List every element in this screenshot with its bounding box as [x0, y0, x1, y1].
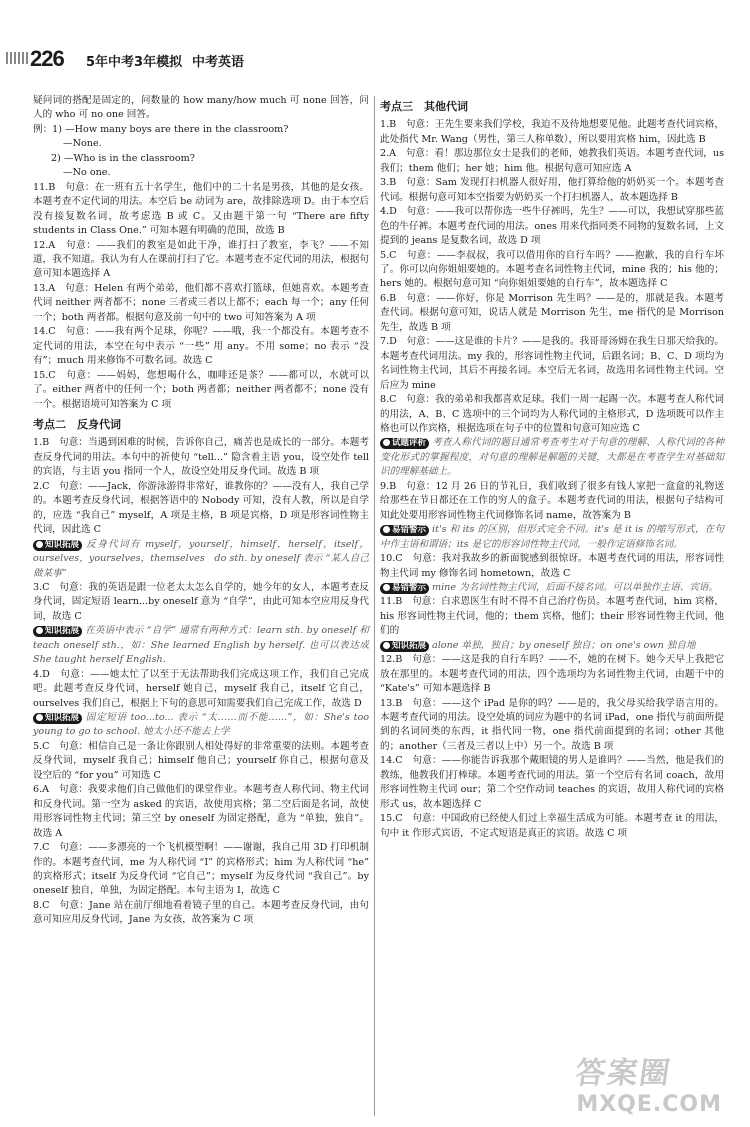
answer-paragraph: —No one. — [63, 167, 111, 179]
tip-label-text: 易错警示 — [392, 525, 427, 536]
section-heading: 考点二 反身代词 — [33, 417, 121, 431]
book-title: 5年中考3年模拟 — [86, 55, 183, 70]
tip-label — [380, 438, 429, 449]
answer-paragraph: 5.C 句意：——李叔叔，我可以借用你的自行车吗？——抱歉，我的自行车坏了。你可以向你姐姐要她的。本题考查名词性物主代词，mine 我的；his 他的；hers 她的。根据句意可知 “向你姐姐要她的自行车”，故本题选择 C — [380, 249, 724, 290]
answer-paragraph: 9.B 句意：12 月 26 日的节礼日，我们收到了很多有钱人家把一盒盒的礼物送给那些在节日都还在工作的穷人的盒子。本题考查代词的用法，根据句子结构可知此处要用形容词性物主代词修饰名词 name，故答案为 B — [380, 480, 724, 521]
answer-paragraph: 11.B 句意：在一班有五十名学生，他们中的二十名是男孩，其他的是女孩。本题考查不定代词的用法。本空后 be 动词为 are，故排除选项 D。由于本空后没有接复数名词，故考虑选 B 或 C。又由题干第一句 “There are fifty students in Class One.” 可知本题有明确的范围，故选 B — [33, 181, 369, 237]
answer-paragraph: 12.A 句意：——我们的教室是如此干净，谁打扫了教室，李飞？——不知道，我不知道。我认为有人在课前打扫了它。本题考查不定代词的用法，根据句意可知本题选择 A — [33, 239, 369, 280]
answer-paragraph: 13.B 句意：——这个 iPad 是你的吗？——是的，我父母买给我学语言用的。本题考查代词的用法。设空处填的词应为题中的名词 iPad，one 指代与前面所提到的名词同类的东西，it 指代同一物，one 指代前面提到的名词；other 其他的；another（三者及三者以上中）另一个。故选 B 项 — [380, 697, 724, 752]
tip-text: it's 和 its 的区别，但形式完全不同。it's 是 it is 的缩写形式，在句中作主语和谓语；its 是它的形容词性物主代词，一般作定语修饰名词。 — [380, 524, 724, 550]
tip-box — [380, 639, 724, 653]
tip-label-text: 知识拓展 — [45, 713, 80, 724]
answer-paragraph: 1.B 句意：当遇到困难的时候，告诉你自己，痛苦也是成长的一部分。本题考查反身代词的用法。本句中的祈使句 “tell...” 隐含着主语 you，设空处作 tell 的宾语，与主语 you 指同一个人，故设空处用反身代词。故选 B 项 — [33, 437, 369, 478]
answer-paragraph: 14.C 句意：——我有两个足球，你呢？——哦，我一个都没有。本题考查不定代词的用法，本空在句中表示 “一些” 用 any。不用 some；no 表示 “没有”；much 用来修饰不可数名词。故选 C — [33, 326, 369, 367]
answer-paragraph: 13.A 句意：Helen 有两个弟弟，他们都不喜欢打篮球，但她喜欢。本题考查代词 neither 两者都不；none 三者或三者以上都不；each 每一个；any 任何一个；both 两者都。根据句意及前一句中的 two 可知答案为 A 项 — [33, 282, 369, 323]
answer-paragraph: —None. — [63, 138, 102, 150]
answer-paragraph: 8.C 句意：我的弟弟和我都喜欢足球。我们一周一起踢一次。本题考查人称代词的用法，A、B、C 选项中的三个词均为人称代词的主格形式，D 选项既可以作主格也可以作宾格，根据选项在句子中的位置和句意可知应选 C — [380, 394, 724, 434]
tip-box — [380, 581, 724, 595]
answer-paragraph: 8.C 句意：Jane 站在前厅细地看着镜子里的自己。本题考查反身代词，由句意可知应用反身代词，Jane 为女孩，故答案为 C 项 — [33, 899, 369, 926]
tip-box — [33, 538, 369, 581]
tip-label-text: 知识拓展 — [45, 539, 80, 550]
answer-paragraph: 15.C 句意：——妈妈，您想喝什么，咖啡还是茶？——都可以，水就可以了。either 两者中的任何一个；both 两者都；neither 两者都不；none 没有一个。根据语境可知答案为 C 项 — [33, 369, 369, 410]
answer-paragraph: 10.C 句意：我对我故乡的新面貌感到很惊讶。本题考查代词的用法，形容词性物主代词 my 修饰名词 hometown，故选 C — [380, 553, 724, 579]
answer-paragraph: 7.C 句意：——多漂亮的一个飞机模型啊！——谢谢，我自己用 3D 打印机制作的。本题考查代词，me 为人称代词 “I” 的宾格形式；him 为人称代词 “he” 的宾格形式；itself 为反身代词 “它自己”；myself 为反身代词 “我自己”。by oneself 独自，单独，为固定搭配。本句主语为 I，故选 C — [33, 842, 369, 897]
watermark-url: MXQE.COM — [576, 1092, 722, 1117]
tip-text: mine 为名词性物主代词，后面不接名词。可以单独作主语、宾语。 — [432, 581, 719, 593]
tip-label-text: 知识拓展 — [392, 640, 427, 651]
watermark — [573, 1048, 722, 1117]
answer-paragraph: 2.C 句意：——Jack，你游泳游得非常好，谁教你的？——没有人，我自己学的。本题考查反身代词，根据答语中的 Nobody 可知，没有人教，所以是自学的，应选 “我自己” myself，A 项是主格，B 项是宾格，D 项是形容词性物主代词，因此选 C — [33, 480, 369, 536]
answer-paragraph: 14.C 句意：——你能告诉我那个戴眼镜的男人是谁吗？——当然，他是我们的教练，他教我们打棒球。本题考查代词的用法。第一个空后有名词 coach，故用形容词性物主代词 our；第二个空作动词 teaches 的宾语，故用人称代词的宾格形式 us，故本题选择 C — [380, 755, 724, 810]
answer-paragraph: 7.D 句意：——这是谁的卡片？——是我的。我哥哥汤姆在我生日那天给我的。本题考查代词用法。my 我的，形容词性物主代词，后跟名词；B、C、D 项均为名词性物主代词，其后不再接名词。本空后无名词，故选用名词性物主代词。空后应为 mine — [380, 336, 724, 391]
tip-text: 反身代词有 myself，yourself，himself，herself，itself，ourselves，yourselves，themselves do sth. by oneself 表示 “某人自己做某事” — [33, 538, 369, 579]
header-decoration — [6, 52, 28, 64]
tip-bullet-icon — [36, 541, 43, 548]
book-subject: 中考英语 — [192, 55, 245, 70]
tip-bullet-icon — [36, 627, 43, 634]
answer-paragraph: 2) —Who is in the classroom? — [51, 152, 195, 164]
tip-label — [380, 641, 429, 652]
tip-label — [380, 525, 429, 536]
tip-bullet-icon — [383, 439, 390, 446]
answer-paragraph: 3.C 句意：我的英语是跟一位老太太怎么自学的，她今年的女人，本题考查反身代词，固定短语 learn...by oneself 意为 “自学”，由此可知本空应用反身代词，故选 C — [33, 581, 369, 622]
tip-box — [380, 523, 724, 552]
watermark-logo-text: 答案圈 — [573, 1056, 675, 1091]
right-column — [380, 94, 724, 841]
section-heading: 考点三 其他代词 — [380, 100, 468, 113]
tip-label — [33, 713, 82, 724]
answer-paragraph: 6.A 句意：我要求他们自己做他们的课堂作业。本题考查人称代词、物主代词和反身代词。第一空为 asked 的宾语，故使用宾格；第二空后面是名词，故使用形容词性物主代词；第三空 by oneself 为固定搭配，意为 “单独，独自”。故选 A — [33, 784, 369, 839]
column-divider — [374, 96, 375, 1116]
answer-paragraph: 11.B 句意：白求恩医生有时不得不自己治疗伤员。本题考查代词，him 宾格，his 形容词性物主代词，他的；them 宾格，他们；their 形容词性物主代词，他们的 — [380, 596, 724, 637]
tip-bullet-icon — [383, 584, 390, 591]
answer-paragraph: 15.C 句意：中国政府已经使人们过上幸福生活成为可能。本题考查 it 的用法，句中 it 作形式宾语，不定式短语是真正的宾语。故选 C 项 — [380, 813, 724, 839]
tip-text: 考查人称代词的题目通常考查考生对于句意的理解、人称代词的各种变化形式的掌握程度，对句意的理解是解题的关键，大都是在考查学生对基础知识的理解基础上。 — [380, 437, 724, 478]
tip-bullet-icon — [383, 526, 390, 533]
tip-label-text: 知识拓展 — [45, 626, 80, 637]
tip-box — [33, 711, 369, 740]
tip-text: 在英语中表示 “自学” 通常有两种方式：learn sth. by oneself 和 teach oneself sth.，如：She learned English by herself. 也可以表达成 She taught herself English. — [33, 625, 369, 666]
page-header — [0, 0, 750, 96]
tip-label-text: 试题评析 — [392, 438, 427, 449]
tip-label — [33, 626, 82, 637]
answer-paragraph: 4.D 句意：——她太忙了以至于无法帮助我们完成这项工作，我们自己完成吧。此题考查反身代词，herself 她自己，myself 我自己，itself 它自己，ourselves 我们自己，根据上下句的意思可知需要我们自己完成工作，故选 D — [33, 668, 369, 709]
tip-label-text: 易错警示 — [392, 582, 427, 593]
tip-bullet-icon — [383, 642, 390, 649]
answer-paragraph: 5.C 句意：相信自己是一条让你跟别人相处得好的非常重要的法则。本题考查反身代词，myself 我自己；himself 他自己；yourself 你自己，根据句意及设空后的 “for you” 可知选 C — [33, 740, 369, 781]
left-column — [33, 94, 369, 928]
answer-paragraph: 12.B 句意：——这是我的自行车吗？——不，她的在树下。她今天早上我把它放在那里的。本题考查代词的用法，四个选项均为名词性物主代词，由题干中的 “Kate's” 可知本题选择 B — [380, 654, 724, 695]
tip-box — [380, 436, 724, 479]
answer-paragraph: 2.A 句意：看！那边那位女士是我们的老师，她教我们英语。本题考查代词，us 我们；them 他们；her 她；him 他。根据句意可知应选 A — [380, 148, 724, 174]
tip-label — [33, 540, 82, 551]
answer-paragraph: 4.D 句意：——我可以帮你选一些牛仔裤吗，先生？——可以，我想试穿那些蓝色的牛仔裤。本题考查代词的用法。ones 用来代指同类不同物的复数名词，上文提到的 jeans 是复数名词，故选 D 项 — [380, 206, 724, 247]
tip-bullet-icon — [36, 714, 43, 721]
answer-paragraph: 3.B 句意：Sam 发现打扫机器人很好用，他打算给他的奶奶买一个。本题考查代词。根据句意可知本空指要为奶奶买一个打扫机器人，故本题选择 B — [380, 177, 724, 203]
answer-paragraph: 例：1) —How many boys are there in the classroom? — [33, 123, 289, 135]
tip-text: 固定短语 too...to... 表示 “太……而不能……”，如：She's too young to go to school. 她太小还不能去上学 — [33, 712, 369, 738]
answer-paragraph: 1.B 句意：王先生要来我们学校，我迫不及待地想要见他。此题考查代词宾格，此处指代 Mr. Wang（男性，第三人称单数），所以要用宾格 him，因此选 B — [380, 119, 724, 145]
tip-text: alone 单独，独自；by oneself 独自；on one's own 独自地 — [432, 639, 696, 651]
page-number: 226 — [30, 46, 64, 71]
answer-paragraph: 6.B 句意：——你好，你是 Morrison 先生吗？——是的，那就是我。本题考查代词。根据句意可知，说话人就是 Morrison 先生，me 指代的是 Morrison 先生，故选 B 项 — [380, 292, 724, 333]
tip-label — [380, 583, 429, 594]
tip-box — [33, 624, 369, 667]
answer-paragraph: 疑问词的搭配是固定的，问数量的 how many/how much 可 none 回答，问人的 who 可 no one 回答。 — [33, 95, 369, 121]
